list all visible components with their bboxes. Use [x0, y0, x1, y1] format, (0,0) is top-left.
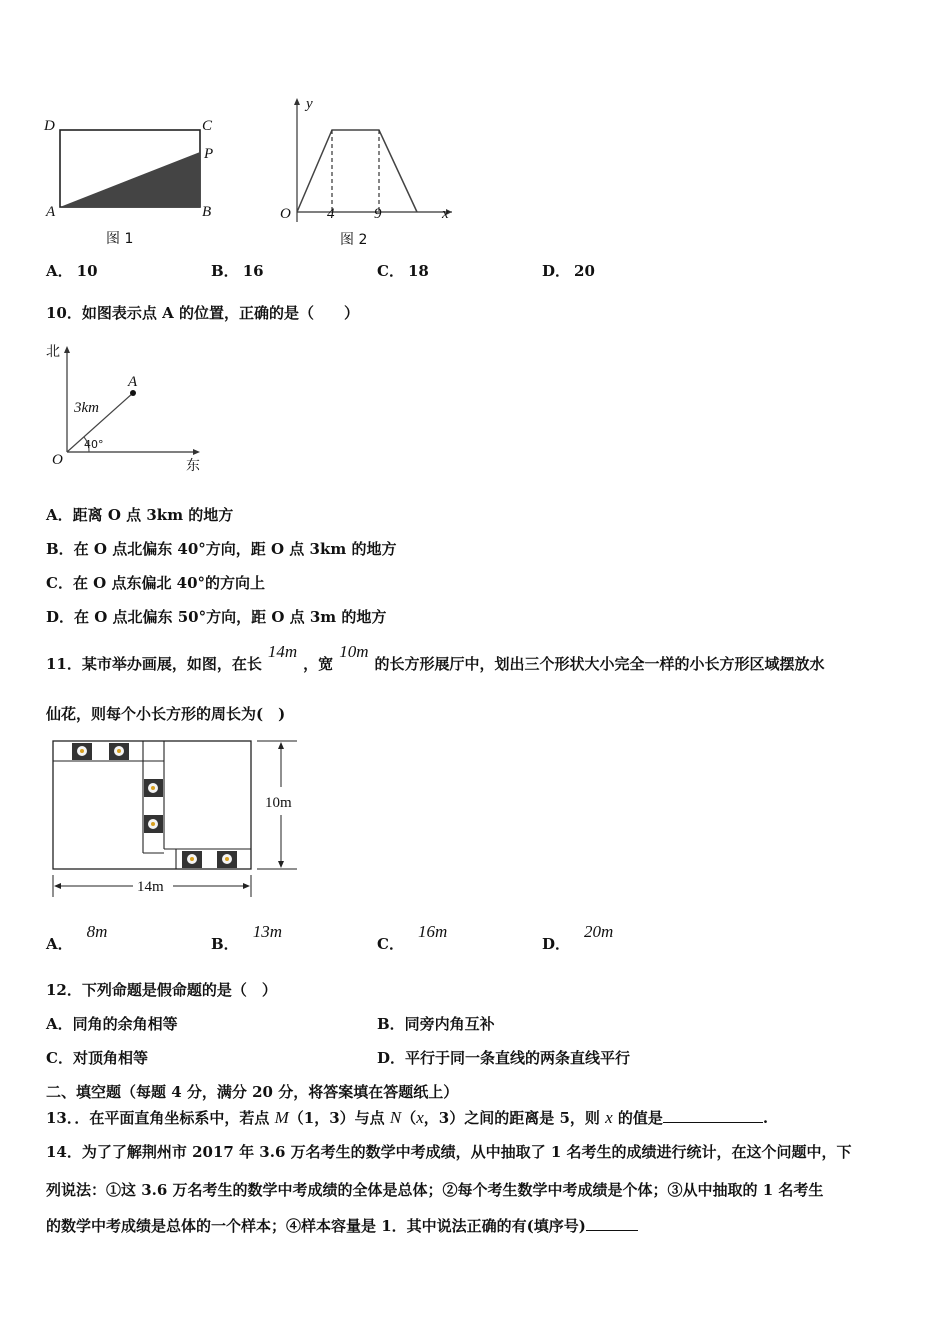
origin-label: O [280, 206, 291, 222]
origin-o-label: O [52, 452, 63, 468]
q11-option-b: B．13m [211, 922, 282, 953]
q13-stem: 13．．在平面直角坐标系中，若点 M（1，3）与点 N（x，3）之间的距离是 5，则 x 的值是 . [46, 1108, 769, 1127]
flower-icon [144, 779, 163, 797]
distance-label: 3km [74, 400, 99, 416]
q9-option-d: D． 20 [542, 262, 595, 280]
q11-stem-line1: 11．某市举办画展，如图，在长14m，宽10m的长方形展厅中，划出三个形状大小完全一样的小长方形区域摆放水 [46, 642, 825, 673]
flower-icon [144, 815, 163, 833]
figure-2-caption: 图 2 [340, 232, 368, 248]
q10-stem: 10．如图表示点 A 的位置，正确的是（ ） [46, 304, 359, 322]
tick-4: 4 [327, 206, 335, 222]
q12-option-b: B．同旁内角互补 [377, 1015, 495, 1033]
label-d: D [44, 118, 55, 134]
q14-line-1: 14．为了了解荆州市 2017 年 3.6 万名考生的数学中考成绩，从中抽取了 1 名考生的成绩进行统计，在这个问题中，下 [46, 1143, 852, 1161]
label-c: C [202, 118, 213, 134]
q10-option-c: C．在 O 点东偏北 40°的方向上 [46, 574, 266, 592]
label-a: A [46, 204, 56, 220]
q14-line-3: 的数学中考成绩是总体的一个样本；④样本容量是 1．其中说法正确的有(填序号) [46, 1216, 638, 1236]
q11-option-d: D．20m [542, 922, 614, 953]
tick-9: 9 [374, 206, 382, 222]
label-p: P [204, 146, 214, 162]
north-label: 北 [46, 344, 60, 360]
q11-hall-figure [45, 735, 315, 900]
point-a [130, 390, 136, 396]
flower-icon [182, 851, 202, 868]
point-a-label: A [128, 374, 138, 390]
axis-y-label: y [306, 96, 313, 112]
width-label: 14m [137, 879, 164, 895]
shaded-triangle-apb [60, 152, 200, 207]
q10-direction-figure [44, 340, 214, 475]
q11-option-a: A．8m [46, 922, 108, 953]
q14-line-2: 列说法：①这 3.6 万名考生的数学中考成绩的全体是总体；②每个考生数学中考成绩是个体；③从中抽取的 1 名考生 [46, 1181, 824, 1199]
east-label: 东 [186, 458, 200, 474]
q9-option-b: B． 16 [211, 262, 264, 280]
section-2-title: 二、填空题（每题 4 分，满分 20 分，将答案填在答题纸上） [46, 1083, 459, 1101]
q12-stem: 12．下列命题是假命题的是（ ） [46, 981, 277, 999]
flower-icon [72, 743, 92, 760]
axis-x-label: x [442, 206, 449, 222]
q11-option-c: C．16m [377, 922, 448, 953]
q11-stem-line2: 仙花，则每个小长方形的周长为( ) [46, 705, 286, 723]
q12-option-d: D．平行于同一条直线的两条直线平行 [377, 1049, 631, 1067]
figure-1-rectangle [40, 110, 230, 250]
q12-option-a: A．同角的余角相等 [46, 1015, 178, 1033]
label-b: B [202, 204, 212, 220]
q9-option-a: A． 10 [46, 262, 98, 280]
q12-option-c: C．对顶角相等 [46, 1049, 148, 1067]
flower-icon [217, 851, 237, 868]
graph-line [297, 130, 417, 212]
figure-1-caption: 图 1 [106, 231, 134, 247]
q13-answer-blank[interactable] [663, 1108, 763, 1123]
angle-label: 40° [84, 438, 104, 451]
flower-icon [109, 743, 129, 760]
q10-option-b: B．在 O 点北偏东 40°方向，距 O 点 3km 的地方 [46, 540, 397, 558]
q10-option-a: A．距离 O 点 3km 的地方 [46, 506, 234, 524]
height-label: 10m [265, 795, 292, 811]
figure-2-graph [262, 92, 462, 252]
q9-option-c: C． 18 [377, 262, 429, 280]
q10-option-d: D．在 O 点北偏东 50°方向，距 O 点 3m 的地方 [46, 608, 387, 626]
q14-answer-blank[interactable] [586, 1216, 638, 1231]
